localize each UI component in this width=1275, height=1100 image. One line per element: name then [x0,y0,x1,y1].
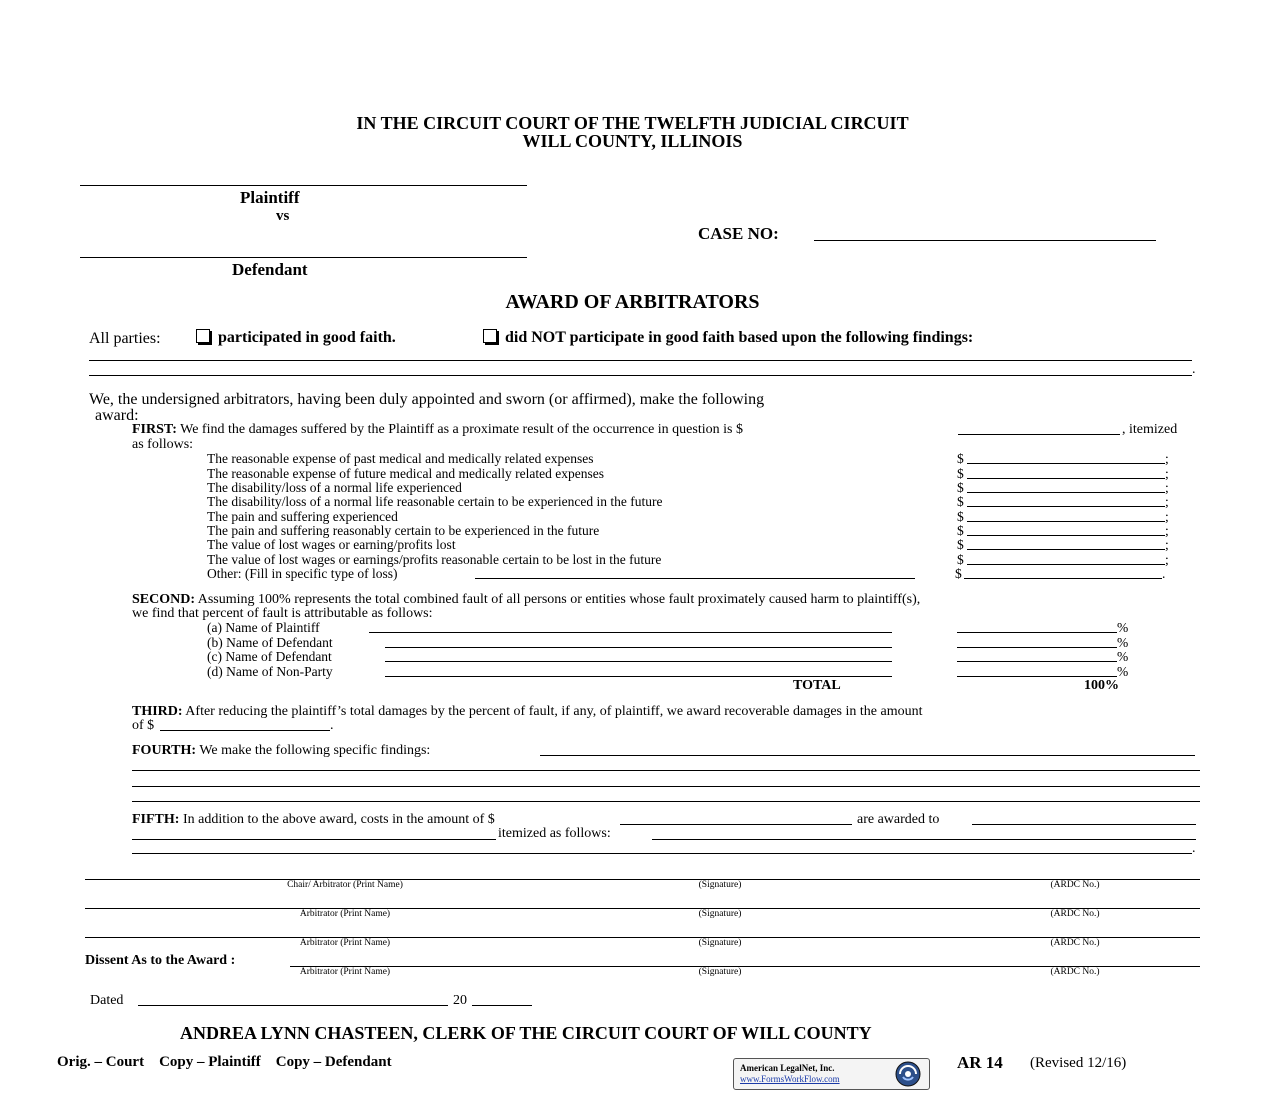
second-text: Assuming 100% represents the total combined fault of all persons or entities whose fault proximately caused harm to plaintiff(s), [197,592,921,607]
fault-percent-field[interactable] [957,647,1117,648]
percent-sign: % [1117,649,1129,664]
vs-label: vs [276,208,290,224]
fifth-text-2: itemized as follows: [498,826,611,841]
findings-field-2[interactable] [132,770,1200,771]
copy-distribution: Orig. – Court Copy – Plaintiff Copy – Defendant [57,1054,392,1070]
logo-url[interactable]: www.FormsWorkFlow.com [740,1074,840,1084]
total-label: TOTAL [793,678,841,693]
other-period: . [1162,566,1166,581]
damage-item-row [207,480,1177,494]
fault-party-label: (d) Name of Non-Party [207,664,333,679]
defendant-name-line[interactable] [80,257,527,258]
intro-line-2: award: [95,407,139,424]
defendant-label: Defendant [232,260,308,279]
fifth-text-mid: are awarded to [857,812,940,827]
ardc-caption: (ARDC No.) [1050,967,1100,977]
fault-percent-field[interactable] [957,676,1117,677]
first-text: We find the damages suffered by the Plaintiff as a proximate result of the occurrence in question is $ [180,422,743,437]
parties-label: All parties: [89,330,161,347]
other-loss-label: Other: (Fill in specific type of loss) [207,566,398,581]
signature-caption: (Signature) [698,938,742,948]
party-name-field[interactable] [385,676,892,677]
findings-line-2[interactable] [89,375,1192,376]
revision-date: (Revised 12/16) [1030,1055,1127,1071]
semicolon: ; [1165,466,1169,481]
damage-amount-field[interactable] [967,463,1165,464]
dissent-label: Dissent As to the Award : [85,953,236,968]
damage-item-row [207,494,1177,508]
court-name: IN THE CIRCUIT COURT OF THE TWELFTH JUDICIAL CIRCUIT [356,113,909,133]
good-faith-checkbox[interactable] [196,329,210,343]
plaintiff-label: Plaintiff [240,188,300,207]
first-paragraph [132,422,743,438]
fault-party-label: (a) Name of Plaintiff [207,620,320,635]
bad-faith-label: did NOT participate in good faith based upon the following findings: [505,329,974,346]
damage-amount-field[interactable] [967,549,1165,550]
percent-sign: % [1117,620,1129,635]
percent-sign: % [1117,635,1129,650]
third-text: After reducing the plaintiff’s total damages by the percent of fault, if any, of plaintiff, we award recoverable damages in the amount [185,704,923,719]
damage-amount-field[interactable] [967,564,1165,565]
other-dollar: $ [955,566,962,581]
case-no-label: CASE NO: [698,224,779,243]
semicolon: ; [1165,509,1169,524]
dated-label: Dated [90,993,124,1008]
fourth-paragraph [132,743,430,759]
fault-row [207,664,1147,678]
costs-itemized-field-1[interactable] [652,839,1196,840]
damage-amount-field[interactable] [967,506,1165,507]
arbitrator-name-caption: Arbitrator (Print Name) [299,967,391,977]
party-name-field[interactable] [369,632,892,633]
signature-caption: (Signature) [698,909,742,919]
arbitrator-name-caption: Chair/ Arbitrator (Print Name) [287,880,403,890]
dollar-sign: $ [957,537,964,552]
second-text-2: we find that percent of fault is attributable as follows: [132,606,433,621]
signature-caption: (Signature) [698,880,742,890]
plaintiff-name-line[interactable] [80,185,527,186]
findings-field-1[interactable] [540,755,1195,756]
form-title: AWARD OF ARBITRATORS [505,291,760,313]
damage-amount-field[interactable] [967,521,1165,522]
awarded-to-field[interactable] [972,824,1196,825]
first-text-2: as follows: [132,437,194,452]
bad-faith-option[interactable] [483,329,973,347]
costs-itemized-field-2[interactable] [132,853,1192,854]
third-heading: THIRD: [132,704,183,719]
dollar-sign: $ [957,552,964,567]
damage-item-row [207,509,1177,523]
damage-amount-field[interactable] [967,492,1165,493]
fifth-text: In addition to the above award, costs in the amount of $ [182,812,495,827]
case-no-field[interactable] [814,240,1156,241]
damage-item-row [207,523,1177,537]
damage-item-label: The pain and suffering reasonably certain to be experienced in the future [207,523,600,538]
good-faith-option[interactable] [196,329,396,347]
fault-party-label: (b) Name of Defendant [207,635,333,650]
fault-row [207,649,1147,663]
first-text-end: , itemized [1122,422,1178,437]
dollar-sign: $ [957,466,964,481]
dated-field[interactable] [138,1005,448,1006]
form-id: AR 14 [957,1053,1003,1072]
fifth-heading: FIFTH: [132,812,180,827]
ardc-caption: (ARDC No.) [1050,880,1100,890]
damage-item-label: The reasonable expense of future medical and medically related expenses [207,466,604,481]
year-label: 20 [453,993,467,1008]
good-faith-label: participated in good faith. [218,329,396,346]
forms-workflow-logo[interactable] [733,1058,930,1090]
dollar-sign: $ [957,451,964,466]
globe-icon [894,1060,922,1088]
party-name-field[interactable] [385,661,892,662]
semicolon: ; [1165,480,1169,495]
percent-sign: % [1117,664,1129,679]
semicolon: ; [1165,494,1169,509]
arbitrator-name-caption: Arbitrator (Print Name) [299,938,391,948]
costs-amount-field[interactable] [620,824,852,825]
damage-item-label: The disability/loss of a normal life reasonable certain to be experienced in the future [207,494,663,509]
fault-percent-field[interactable] [957,661,1117,662]
fault-row [207,620,1147,634]
county-name: WILL COUNTY, ILLINOIS [522,131,743,151]
intro-line-1: We, the undersigned arbitrators, having been duly appointed and sworn (or affirmed), make the following [89,391,765,408]
total-value: 100% [1084,678,1119,693]
fault-party-label: (c) Name of Defendant [207,649,332,664]
fault-percent-field[interactable] [957,632,1117,633]
semicolon: ; [1165,523,1169,538]
fault-row [207,635,1147,649]
third-text-2: of $ [132,718,155,733]
dollar-sign: $ [957,509,964,524]
findings-line-1[interactable] [89,360,1192,361]
third-paragraph [132,704,922,720]
other-loss-row [207,566,1177,580]
damage-item-label: The reasonable expense of past medical and medically related expenses [207,451,594,466]
arbitrator-name-caption: Arbitrator (Print Name) [299,909,391,919]
dollar-sign: $ [957,480,964,495]
findings-field-3[interactable] [132,786,1200,787]
semicolon: ; [1165,451,1169,466]
damage-item-row [207,537,1177,551]
semicolon: ; [1165,552,1169,567]
logo-company: American LegalNet, Inc. [740,1063,835,1073]
fourth-heading: FOURTH: [132,743,197,758]
party-name-field[interactable] [385,647,892,648]
clerk-line: ANDREA LYNN CHASTEEN, CLERK OF THE CIRCUIT COURT OF WILL COUNTY [180,1023,872,1043]
semicolon: ; [1165,537,1169,552]
signature-caption: (Signature) [698,967,742,977]
ardc-caption: (ARDC No.) [1050,938,1100,948]
other-loss-amount-field[interactable] [964,578,1162,579]
total-damages-field[interactable] [958,434,1120,435]
damage-item-label: The value of lost wages or earning/profits lost [207,537,456,552]
damage-amount-field[interactable] [967,478,1165,479]
bad-faith-checkbox[interactable] [483,329,497,343]
damage-item-label: The disability/loss of a normal life experienced [207,480,462,495]
dollar-sign: $ [957,494,964,509]
fifth-paragraph [132,812,495,828]
damage-item-label: The value of lost wages or earnings/profits reasonable certain to be lost in the future [207,552,662,567]
costs-party-field[interactable] [132,839,496,840]
year-field[interactable] [472,1005,532,1006]
damage-item-row [207,466,1177,480]
damage-item-row [207,451,1177,465]
second-heading: SECOND: [132,592,196,607]
ardc-caption: (ARDC No.) [1050,909,1100,919]
dollar-sign: $ [957,523,964,538]
damage-amount-field[interactable] [967,535,1165,536]
fourth-text: We make the following specific findings: [199,743,431,758]
recoverable-damages-field[interactable] [160,730,330,731]
damage-item-row [207,552,1177,566]
damage-item-label: The pain and suffering experienced [207,509,398,524]
first-heading: FIRST: [132,422,177,437]
findings-field-4[interactable] [132,801,1200,802]
other-loss-type-field[interactable] [475,578,915,579]
